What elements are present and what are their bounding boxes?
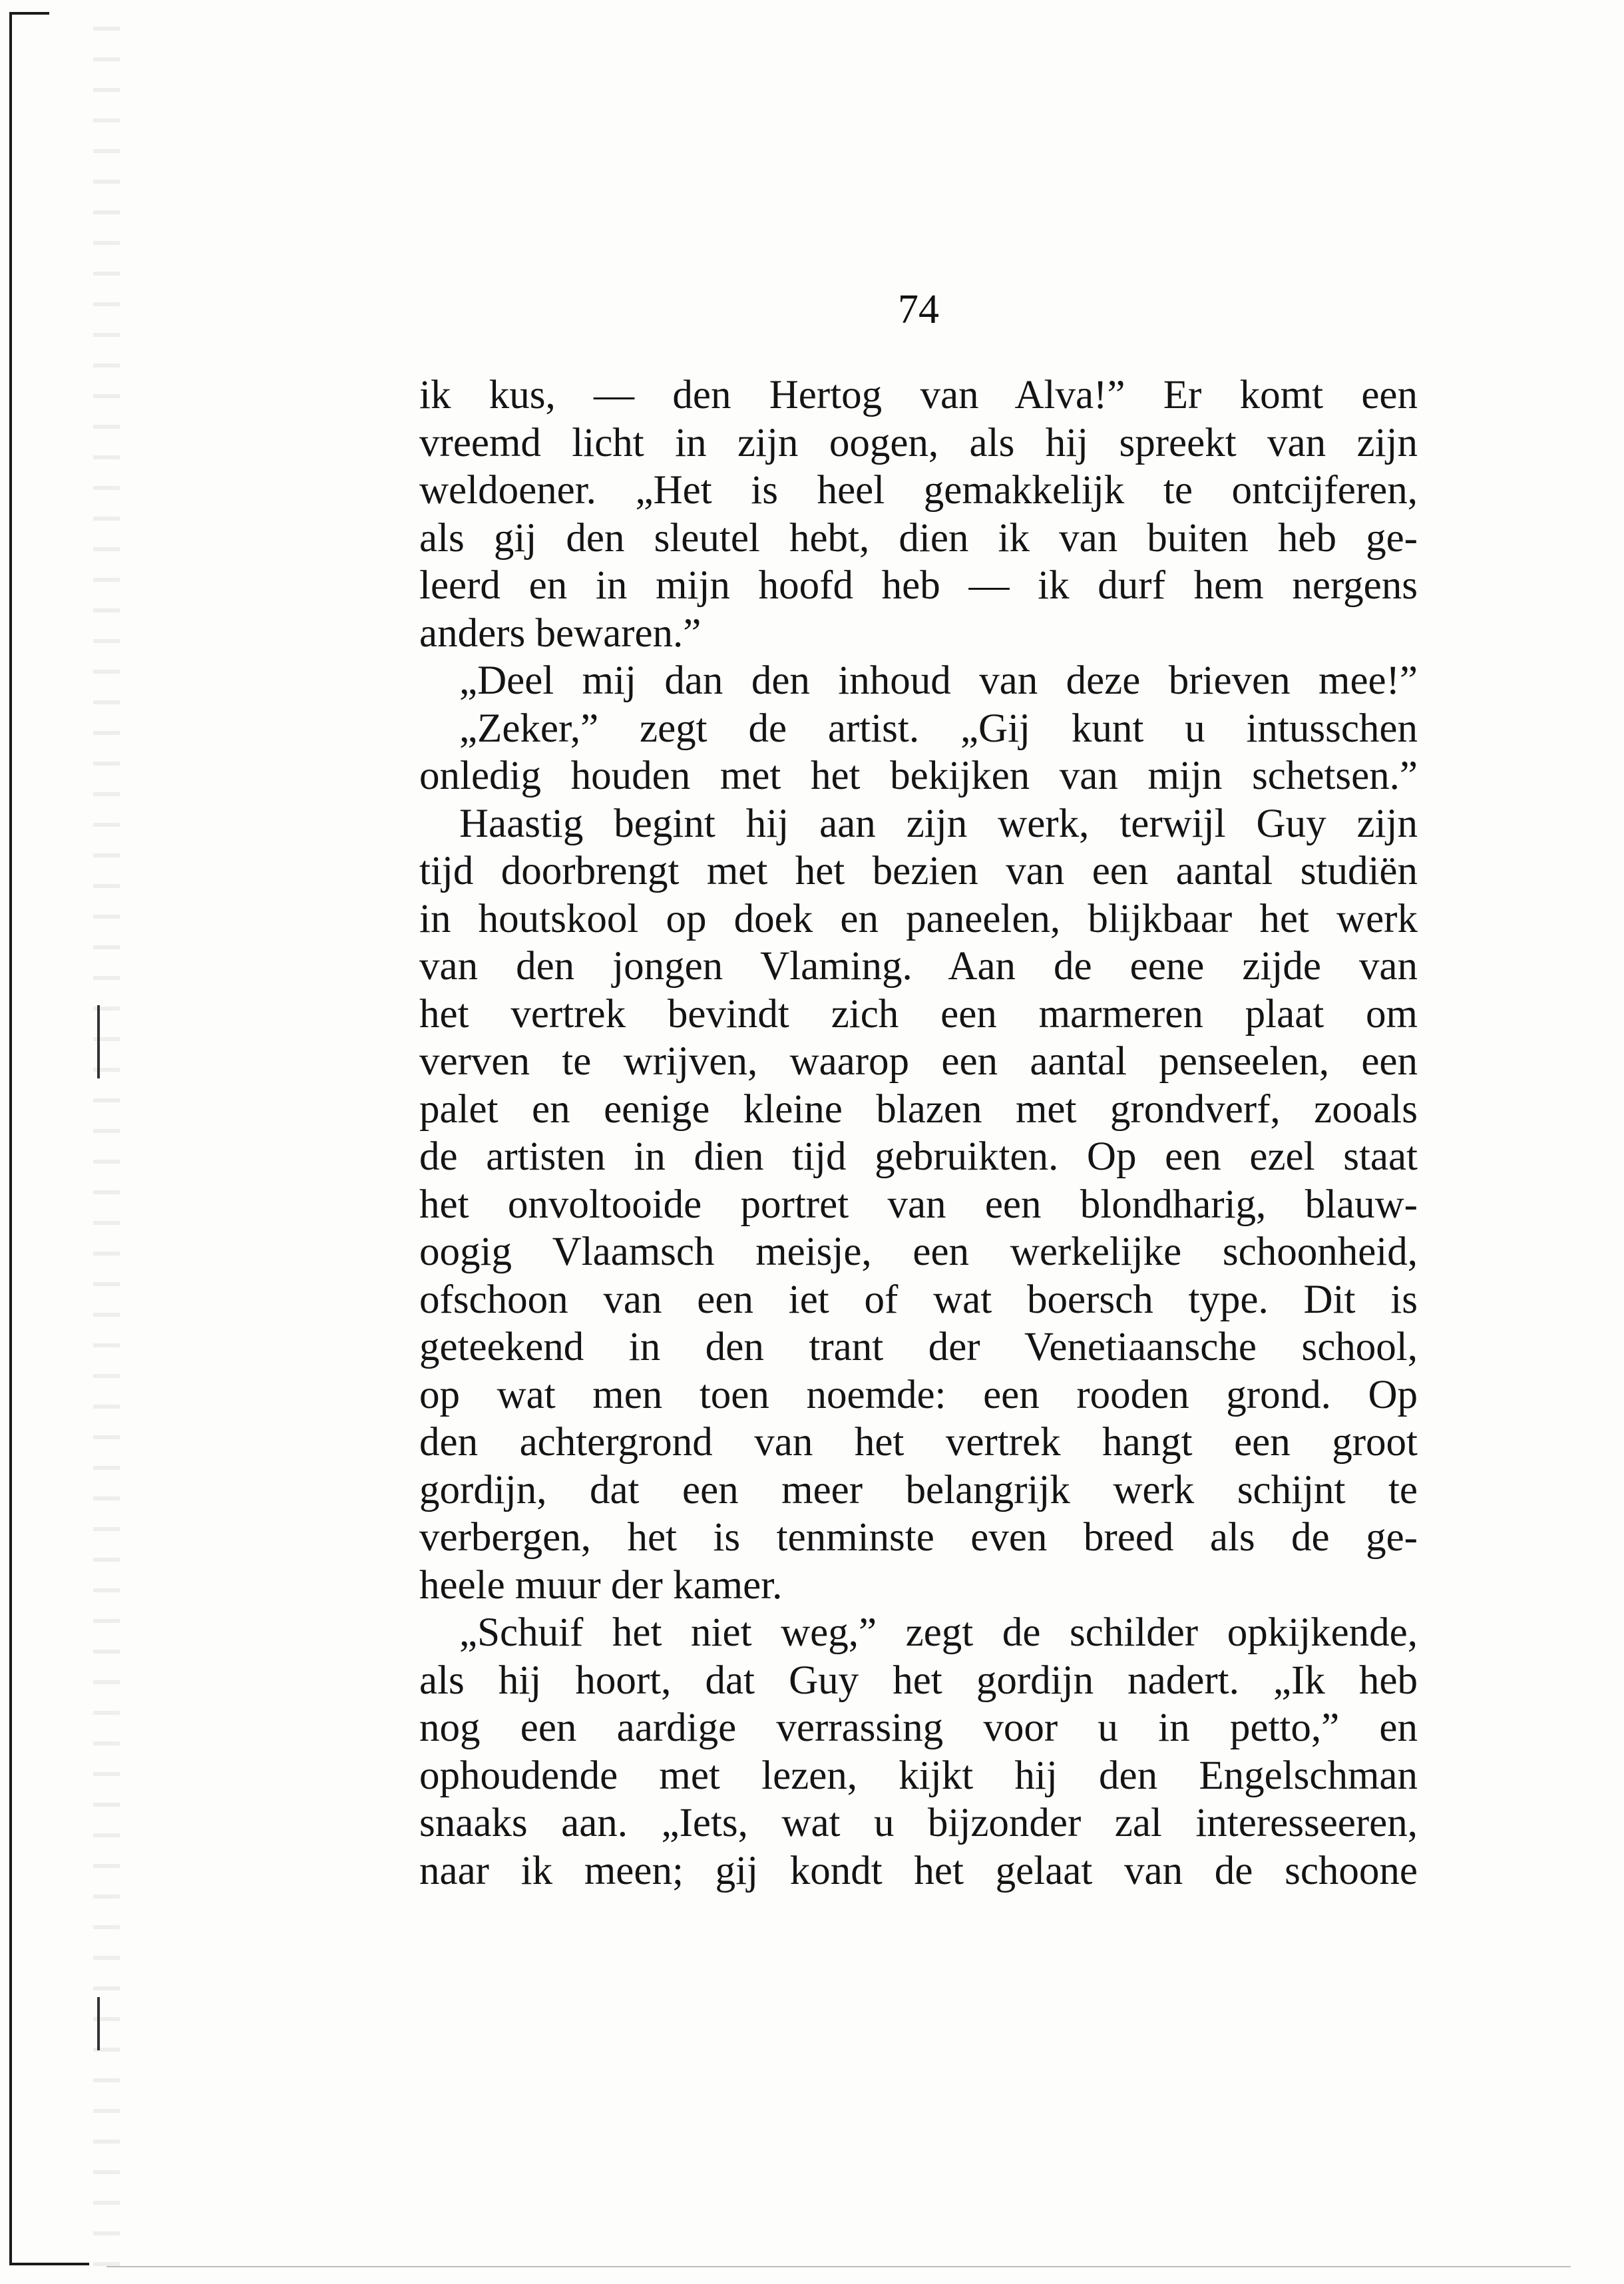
text-line: heele muur der kamer. (419, 1562, 783, 1608)
text-line: het vertrek bevindt zich een marmeren plaat om (419, 991, 1418, 1036)
text-line: anders bewaren.” (419, 610, 702, 656)
gutter-mark (97, 1005, 100, 1078)
text-line: palet en eenige kleine blazen met grondverf, zooals (419, 1086, 1418, 1132)
text-line: tijd doorbrengt met het bezien van een aantal studiën (419, 849, 1418, 893)
text-line: onledig houden met het bekijken van mijn schetsen.” (419, 754, 1418, 798)
body-text (419, 371, 1418, 1895)
text-line: ophoudende met lezen, kijkt hij den Engelschman (419, 1753, 1418, 1798)
text-line: nog een aardige verrassing voor u in petto,” en (419, 1706, 1418, 1750)
text-line: op wat men toen noemde: een rooden grond. Op (419, 1372, 1418, 1417)
text-line: van den jongen Vlaming. Aan de eene zijde van (419, 944, 1418, 989)
text-line: gordijn, dat een meer belangrijk werk schijnt te (419, 1467, 1418, 1512)
text-line: „Zeker,” zegt de artist. „Gij kunt u intusschen (459, 706, 1418, 751)
page-number: 74 (898, 287, 939, 332)
text-line: de artisten in dien tijd gebruikten. Op een ezel staat (419, 1134, 1418, 1179)
text-line: ik kus, — den Hertog van Alva!” Er komt een (419, 373, 1418, 417)
text-line: ofschoon van een iet of wat boersch type. Dit is (419, 1277, 1418, 1322)
text-line: oogig Vlaamsch meisje, een werkelijke schoonheid, (419, 1230, 1418, 1274)
text-line: als gij den sleutel hebt, dien ik van buiten heb ge- (419, 515, 1418, 561)
gutter-mark (97, 1997, 100, 2050)
text-line: naar ik meen; gij kondt het gelaat van de schoone (419, 1848, 1418, 1893)
text-line: verven te wrijven, waarop een aantal penseelen, een (419, 1039, 1418, 1084)
text-line: „Deel mij dan den inhoud van deze brieven mee!” (459, 658, 1418, 703)
scan-edge-top (9, 12, 49, 15)
text-line: snaaks aan. „Iets, wat u bijzonder zal interesseeren, (419, 1801, 1418, 1845)
gutter-specks (93, 0, 120, 2284)
text-line: het onvoltooide portret van een blondharig, blauw- (419, 1182, 1418, 1227)
text-line: verbergen, het is tenminste even breed als de ge- (419, 1515, 1418, 1560)
text-line: Haastig begint hij aan zijn werk, terwijl Guy zijn (459, 801, 1418, 846)
text-line: als hij hoort, dat Guy het gordijn nadert. „Ik heb (419, 1658, 1418, 1703)
text-line: weldoener. „Het is heel gemakkelijk te ontcijferen, (419, 468, 1418, 513)
text-line: leerd en in mijn hoofd heb — ik durf hem nergens (419, 563, 1418, 608)
text-line: geteekend in den trant der Venetiaansche school, (419, 1325, 1418, 1369)
scan-edge-left (9, 12, 12, 2265)
text-line: den achtergrond van het vertrek hangt een groot (419, 1420, 1418, 1465)
text-line: „Schuif het niet weg,” zegt de schilder opkijkende, (459, 1610, 1418, 1655)
text-line: in houtskool op doek en paneelen, blijkbaar het werk (419, 896, 1418, 941)
scan-bottom-rule (106, 2266, 1571, 2267)
text-line: vreemd licht in zijn oogen, als hij spreekt van zijn (419, 420, 1418, 465)
scan-edge-bottom (9, 2263, 89, 2265)
